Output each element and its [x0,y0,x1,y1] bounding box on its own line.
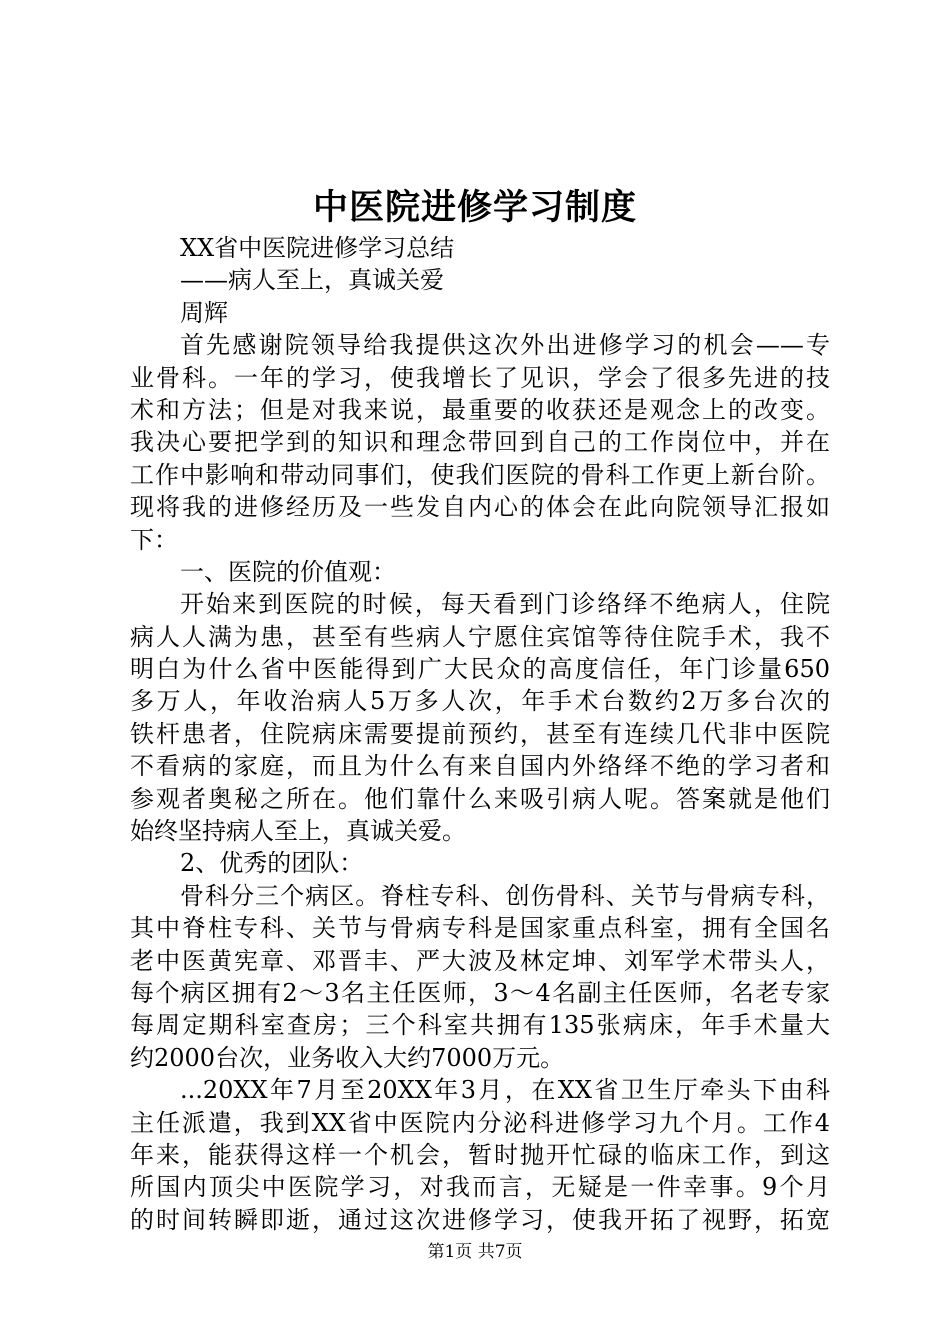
body-line: 不看病的家庭，而且为什么有来自国内外络绎不绝的学习者和 [130,752,830,781]
body-line: 病人人满为患，甚至有些病人宁愿住宾馆等待住院手术，我不 [130,622,830,651]
body-line: 每周定期科室查房；三个科室共拥有135张病床，年手术量大 [130,1011,830,1040]
body-line: 约2000台次，业务收入大约7000万元。 [130,1043,565,1072]
body-line: 所国内顶尖中医院学习，对我而言，无疑是一件幸事。9个月 [130,1173,830,1202]
body-line: 参观者奥秘之所在。他们靠什么来吸引病人呢。答案就是他们 [130,784,830,813]
section-heading: 一、医院的价值观： [180,557,396,586]
body-line: 我决心要把学到的知识和理念带回到自己的工作岗位中，并在 [130,428,830,457]
body-line: 下： [130,525,178,554]
body-line: 多万人，年收治病人5万多人次，年手术台数约2万多台次的 [130,687,830,716]
body-line: 现将我的进修经历及一些发自内心的体会在此向院领导汇报如 [130,493,830,522]
body-line: 工作中影响和带动同事们，使我们医院的骨科工作更上新台阶。 [130,460,830,489]
body-line: 周辉 [180,298,228,327]
document-body [130,232,830,1236]
body-line: 业骨科。一年的学习，使我增长了见识，学会了很多先进的技 [130,363,830,392]
body-line: ...20XX年7月至20XX年3月，在XX省卫生厅牵头下由科 [180,1076,830,1105]
body-line: 始终坚持病人至上，真诚关爱。 [130,817,466,846]
body-line: 铁杆患者，住院病床需要提前预约，甚至有连续几代非中医院 [130,719,830,748]
body-line: 术和方法；但是对我来说，最重要的收获还是观念上的改变。 [130,395,830,424]
body-line: 首先感谢院领导给我提供这次外出进修学习的机会——专 [180,331,830,360]
section-heading: 2、优秀的团队： [180,849,364,878]
body-line: XX省中医院进修学习总结 [180,234,455,262]
document-title: 中医院进修学习制度 [312,187,637,228]
body-line: 主任派遣，我到XX省中医院内分泌科进修学习九个月。工作4 [130,1108,830,1137]
body-line: 其中脊柱专科、关节与骨病专科是国家重点科室，拥有全国名 [130,914,830,943]
body-line: ——病人至上，真诚关爱 [180,266,444,295]
body-line: 骨科分三个病区。脊柱专科、创伤骨科、关节与骨病专科， [180,881,830,910]
page-footer: 第1页 共7页 [427,1242,523,1262]
body-line: 明白为什么省中医能得到广大民众的高度信任，年门诊量650 [130,655,830,684]
body-line: 的时间转瞬即逝，通过这次进修学习，使我开拓了视野，拓宽 [130,1205,830,1234]
body-line: 开始来到医院的时候，每天看到门诊络绎不绝病人，住院 [180,590,830,619]
body-line: 老中医黄宪章、邓晋丰、严大波及林定坤、刘军学术带头人， [130,946,830,975]
body-line: 年来，能获得这样一个机会，暂时抛开忙碌的临床工作，到这 [130,1140,830,1169]
body-line: 每个病区拥有2～3名主任医师，3～4名副主任医师，名老专家 [130,978,830,1007]
